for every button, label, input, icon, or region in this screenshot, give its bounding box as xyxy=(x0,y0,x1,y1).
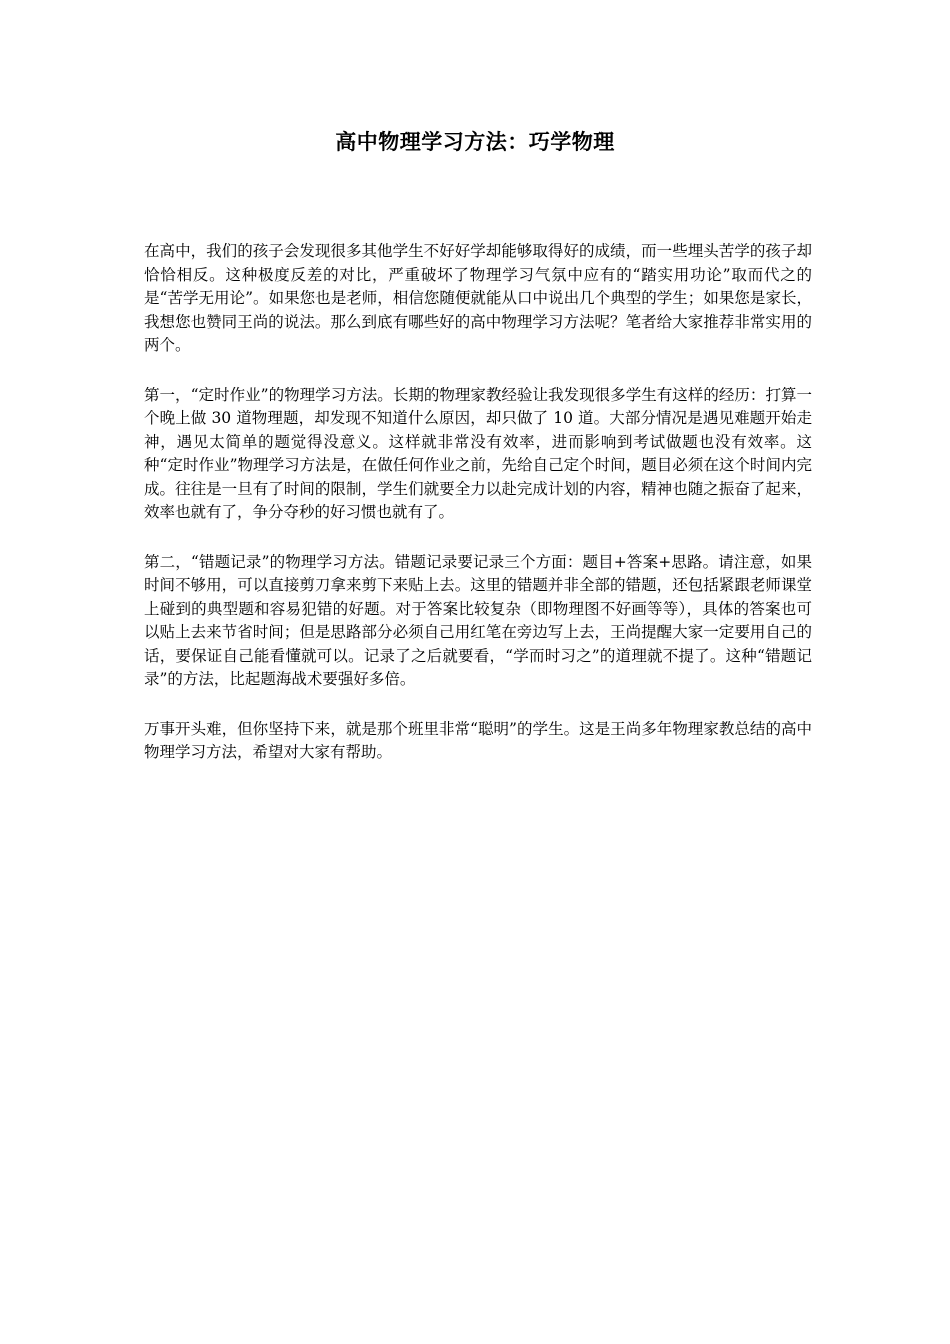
paragraph-error-record: 第二，“错题记录”的物理学习方法。错题记录要记录三个方面：题目+答案+思路。请注意，如果时间不够用，可以直接剪刀拿来剪下来贴上去。这里的错题并非全部的错题，还包括紧跟老师课堂上碰到的典型题和容易犯错的好题。对于答案比较复杂（即物理图不好画等等），具体的答案也可以贴上去来节省时间；但是思路部分必须自己用红笔在旁边写上去，王尚提醒大家一定要用自己的话，要保证自己能看懂就可以。记录了之后就要看，“学而时习之”的道理就不提了。这种“错题记录”的方法，比起题海战术要强好多倍。 xyxy=(144,552,812,688)
document-body xyxy=(144,240,812,791)
paragraph-intro: 在高中，我们的孩子会发现很多其他学生不好好学却能够取得好的成绩，而一些埋头苦学的孩子却恰恰相反。这种极度反差的对比，严重破坏了物理学习气氛中应有的“踏实用功论”取而代之的是“苦学无用论”。如果您也是老师，相信您随便就能从口中说出几个典型的学生；如果您是家长，我想您也赞同王尚的说法。那么到底有哪些好的高中物理学习方法呢？笔者给大家推荐非常实用的两个。 xyxy=(144,242,812,354)
paragraph-timed-homework: 第一，“定时作业”的物理学习方法。长期的物理家教经验让我发现很多学生有这样的经历：打算一个晚上做 30 道物理题，却发现不知道什么原因，却只做了 10 道。大部分情况是遇见难题开始走神，遇见太简单的题觉得没意义。这样就非常没有效率，进而影响到考试做题也没有效率。这种“定时作业”物理学习方法是，在做任何作业之前，先给自己定个时间，题目必须在这个时间内完成。往往是一旦有了时间的限制，学生们就要全力以赴完成计划的内容，精神也随之振奋了起来，效率也就有了，争分夺秒的好习惯也就有了。 xyxy=(144,385,812,521)
paragraph-conclusion: 万事开头难，但你坚持下来，就是那个班里非常“聪明”的学生。这是王尚多年物理家教总结的高中物理学习方法，希望对大家有帮助。 xyxy=(144,719,812,761)
document-title: 高中物理学习方法：巧学物理 xyxy=(335,129,615,154)
